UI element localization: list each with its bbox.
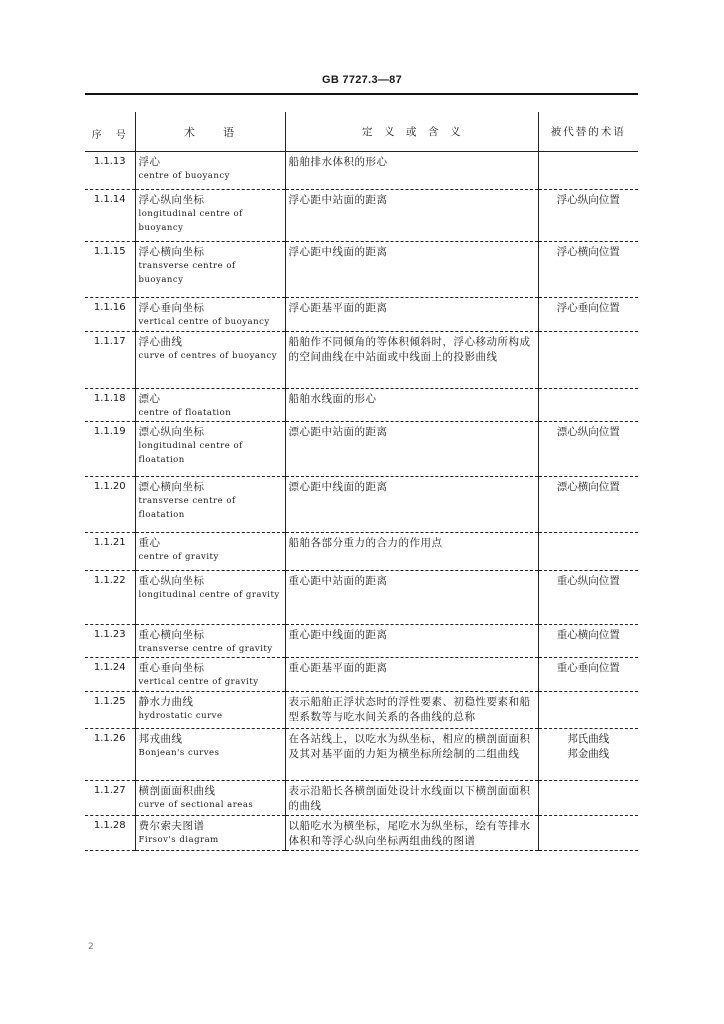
- term-cell: [135, 658, 285, 692]
- term-chinese: 重心: [138, 537, 161, 549]
- table-row: [85, 533, 638, 571]
- term-definition: 漂心距中线面的距离: [285, 477, 538, 533]
- term-cell: [135, 477, 285, 533]
- term-cell: [135, 422, 285, 477]
- term-definition: 表示沿船长各横剖面处设计水线面以下横剖面面积的曲线: [285, 781, 538, 816]
- table-row: [85, 190, 638, 242]
- header-replaced-term: 被代替的术语: [550, 126, 626, 138]
- replaced-term: [538, 816, 638, 851]
- term-chinese: 重心纵向坐标: [138, 575, 205, 587]
- term-definition: 浮心距中线面的距离: [285, 242, 538, 298]
- term-definition: 船舶排水体积的形心: [285, 152, 538, 190]
- term-cell: [135, 389, 285, 422]
- term-english: centre of gravity: [138, 552, 219, 562]
- table-row: [85, 242, 638, 298]
- header-definition: 定 义 或 含 义: [285, 112, 538, 152]
- term-english: curve of sectional areas: [138, 800, 254, 810]
- replaced-term: [538, 152, 638, 190]
- term-english: Firsov's diagram: [138, 835, 219, 845]
- term-definition: 重心距基平面的距离: [285, 658, 538, 692]
- replaced-term: [538, 692, 638, 729]
- table-row: [85, 389, 638, 422]
- term-number: 1.1.28: [85, 816, 135, 851]
- term-chinese: 邦戎曲线: [138, 733, 183, 745]
- term-number: 1.1.14: [85, 190, 135, 242]
- term-definition: 漂心距中站面的距离: [285, 422, 538, 477]
- table-row: [85, 477, 638, 533]
- replaced-term: 重心垂向位置: [556, 662, 620, 674]
- term-english: hydrostatic curve: [138, 711, 223, 721]
- term-chinese: 浮心纵向坐标: [138, 194, 205, 206]
- term-definition: 浮心距中站面的距离: [285, 190, 538, 242]
- term-chinese: 浮心横向坐标: [138, 246, 205, 258]
- term-cell: [135, 152, 285, 190]
- term-definition: 船舶各部分重力的合力的作用点: [285, 533, 538, 571]
- term-definition: 船舶水线面的形心: [285, 389, 538, 422]
- term-chinese: 浮心曲线: [138, 336, 183, 348]
- term-cell: [135, 533, 285, 571]
- term-definition: 以船吃水为横坐标，尾吃水为纵坐标，绘有等排水体积和等浮心纵向坐标两组曲线的图谱: [285, 816, 538, 851]
- term-definition: 船舶作不同倾角的等体积倾斜时，浮心移动所构成的空间曲线在中站面或中线面上的投影曲线: [285, 332, 538, 389]
- replaced-term: 浮心横向位置: [556, 246, 620, 258]
- term-english: longitudinal centre of gravity: [138, 590, 280, 600]
- term-number: 1.1.18: [85, 389, 135, 422]
- term-number: 1.1.19: [85, 422, 135, 477]
- term-chinese: 漂心纵向坐标: [138, 426, 205, 438]
- term-number: 1.1.17: [85, 332, 135, 389]
- term-english: transverse centre of gravity: [138, 644, 273, 654]
- term-number: 1.1.16: [85, 298, 135, 332]
- term-chinese: 浮心垂向坐标: [138, 302, 205, 314]
- term-english: curve of centres of buoyancy: [138, 351, 278, 361]
- table-row: [85, 332, 638, 389]
- page-number: 2: [88, 942, 94, 952]
- term-english: transverse centre of buoyancy: [138, 261, 236, 285]
- term-definition: 浮心距基平面的距离: [285, 298, 538, 332]
- table-row: [85, 625, 638, 658]
- term-cell: [135, 781, 285, 816]
- table-row: [85, 298, 638, 332]
- term-english: vertical centre of gravity: [138, 677, 259, 687]
- term-english: longitudinal centre of buoyancy: [138, 209, 243, 233]
- term-number: 1.1.15: [85, 242, 135, 298]
- term-english: centre of floatation: [138, 408, 232, 418]
- term-definition: 在各站线上，以吃水为纵坐标，相应的横剖面面积及其对基平面的力矩为横坐标所绘制的二组曲线: [285, 729, 538, 781]
- header-term: 术 语: [135, 112, 285, 152]
- table-row: [85, 422, 638, 477]
- term-english: Bonjean's curves: [138, 748, 220, 758]
- replaced-term: 邦氏曲线 邦金曲线: [567, 733, 610, 760]
- replaced-term: 重心横向位置: [556, 629, 620, 641]
- term-number: 1.1.21: [85, 533, 135, 571]
- replaced-term: 重心纵向位置: [556, 575, 620, 587]
- term-definition: 表示船舶正浮状态时的浮性要素、初稳性要素和船型系数等与吃水间关系的各曲线的总称: [285, 692, 538, 729]
- term-cell: [135, 571, 285, 625]
- term-chinese: 重心垂向坐标: [138, 662, 205, 674]
- table-row: [85, 692, 638, 729]
- term-number: 1.1.25: [85, 692, 135, 729]
- table-header-row: [85, 112, 638, 152]
- table-row: [85, 781, 638, 816]
- term-english: longitudinal centre of floatation: [138, 441, 243, 465]
- term-cell: [135, 692, 285, 729]
- replaced-term: 浮心垂向位置: [556, 302, 620, 314]
- term-cell: [135, 332, 285, 389]
- term-cell: [135, 816, 285, 851]
- term-cell: [135, 625, 285, 658]
- table-row: [85, 816, 638, 851]
- term-chinese: 浮心: [138, 156, 161, 168]
- term-number: 1.1.27: [85, 781, 135, 816]
- term-definition: 重心距中线面的距离: [285, 625, 538, 658]
- table-row: [85, 658, 638, 692]
- term-cell: [135, 190, 285, 242]
- term-chinese: 静水力曲线: [138, 696, 194, 708]
- term-english: vertical centre of buoyancy: [138, 317, 270, 327]
- replaced-term: [538, 332, 638, 389]
- term-cell: [135, 729, 285, 781]
- term-number: 1.1.20: [85, 477, 135, 533]
- term-number: 1.1.13: [85, 152, 135, 190]
- table-row: [85, 571, 638, 625]
- term-number: 1.1.22: [85, 571, 135, 625]
- table-row: [85, 152, 638, 190]
- replaced-term: 漂心横向位置: [556, 481, 620, 493]
- replaced-term: [538, 533, 638, 571]
- term-english: transverse centre of floatation: [138, 496, 236, 520]
- term-english: centre of buoyancy: [138, 171, 230, 181]
- term-chinese: 漂心: [138, 393, 161, 405]
- term-chinese: 漂心横向坐标: [138, 481, 205, 493]
- top-rule: [85, 93, 638, 95]
- header-no: 序 号: [85, 112, 135, 152]
- standard-number: GB 7727.3—87: [321, 74, 403, 86]
- term-cell: [135, 298, 285, 332]
- term-cell: [135, 242, 285, 298]
- term-chinese: 重心横向坐标: [138, 629, 205, 641]
- term-number: 1.1.23: [85, 625, 135, 658]
- replaced-term: [538, 389, 638, 422]
- term-number: 1.1.24: [85, 658, 135, 692]
- table-row: [85, 729, 638, 781]
- term-number: 1.1.26: [85, 729, 135, 781]
- term-chinese: 横剖面面积曲线: [138, 785, 216, 797]
- terms-table: [85, 112, 638, 851]
- replaced-term: [538, 781, 638, 816]
- replaced-term: 浮心纵向位置: [556, 194, 620, 206]
- term-definition: 重心距中站面的距离: [285, 571, 538, 625]
- replaced-term: 漂心纵向位置: [556, 426, 620, 438]
- term-chinese: 费尔索夫图谱: [138, 820, 205, 832]
